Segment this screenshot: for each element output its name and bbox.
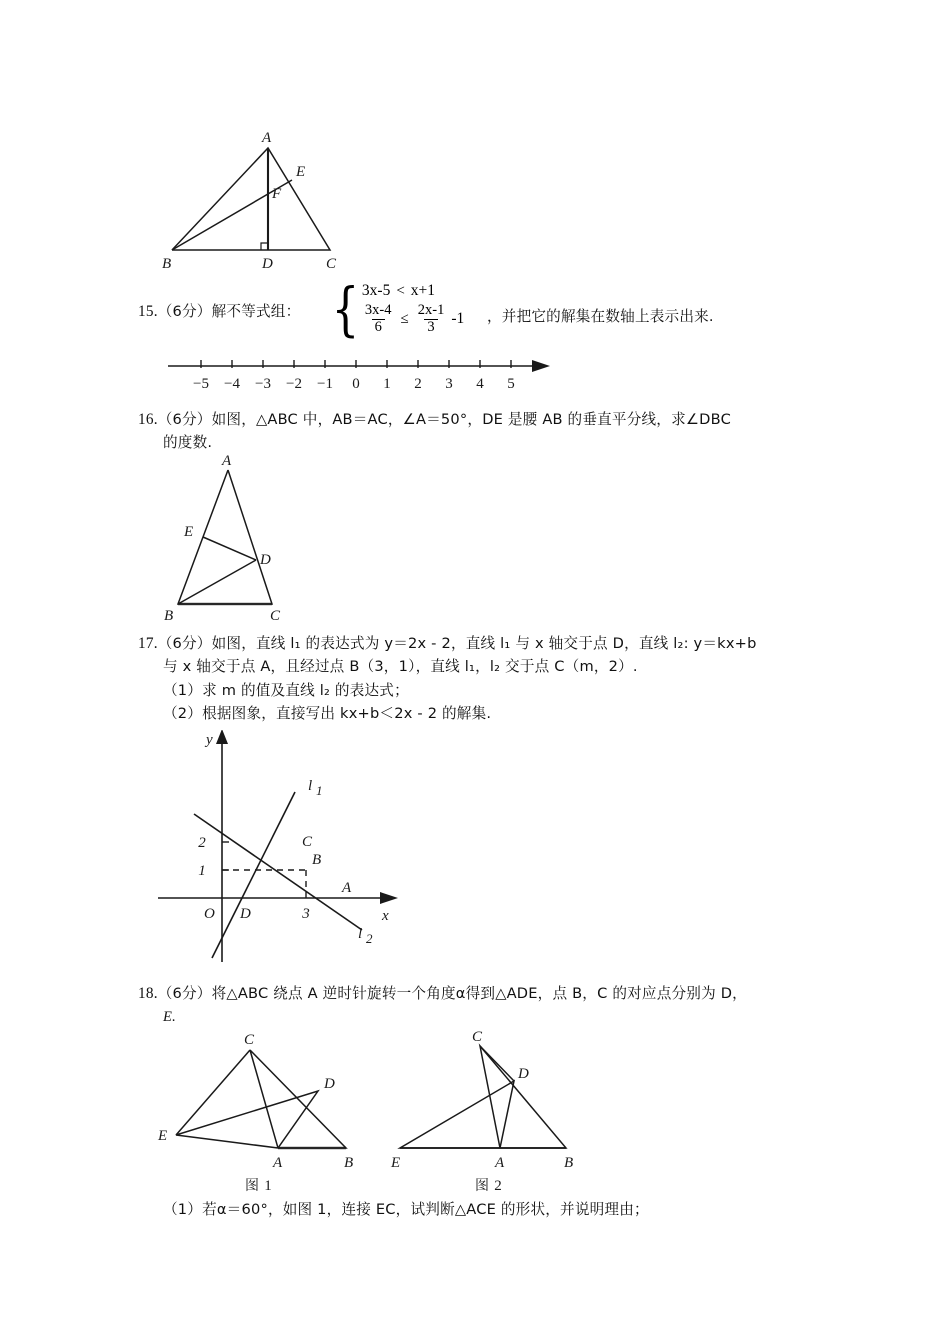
q18-statement: 将△ABC 绕点 A 逆时针旋转一个角度α得到△ADE，点 B，C 的对应点分别为 D， xyxy=(211,985,747,1002)
label-b: B xyxy=(344,1155,354,1171)
q18-line-2: E. xyxy=(163,1009,176,1025)
fraction-right-denominator: 3 xyxy=(424,319,437,336)
label-d: D xyxy=(324,1076,335,1092)
row1-right: x+1 xyxy=(410,282,436,299)
y-tick-label-2: 2 xyxy=(198,835,206,851)
figure-2-caption-number: 2 xyxy=(494,1178,502,1194)
label-f: F xyxy=(272,186,282,202)
tick-label-4: −1 xyxy=(317,376,333,392)
label-e: E xyxy=(184,524,194,540)
row2-tail: -1 xyxy=(451,310,465,328)
point-label-a: A xyxy=(342,880,352,896)
q16-line-2: 的度数. xyxy=(163,434,213,451)
y-axis-arrow-icon xyxy=(216,730,228,744)
inequality-row-2 xyxy=(362,303,464,335)
x-axis-arrow-icon xyxy=(380,892,398,904)
label-e: E xyxy=(158,1128,168,1144)
figure-1-caption-zh: 图 xyxy=(245,1178,259,1194)
figure-q17-graph xyxy=(150,730,410,967)
tick-label-2: −3 xyxy=(255,376,271,392)
row1-left: 3x-5 xyxy=(361,282,391,299)
label-a: A xyxy=(273,1155,283,1171)
tick-label-7: 2 xyxy=(414,376,422,392)
rotation-figure-1-svg xyxy=(150,1028,380,1198)
q15-number-line xyxy=(160,352,560,399)
label-d: D xyxy=(260,552,271,568)
label-c: C xyxy=(326,256,337,272)
q15-marks: （6分） xyxy=(157,303,212,320)
q18-line-1: 18.（6分）将△ABC 绕点 A 逆时针旋转一个角度α得到△ADE，点 B，C 的对应点分别为 D， xyxy=(138,985,747,1002)
q15-lead-text: 解不等式组： xyxy=(211,303,301,320)
figure-triangle-altitude xyxy=(150,128,370,278)
fraction-right xyxy=(415,303,448,335)
label-x-axis: x xyxy=(382,908,389,924)
row1-relation: < xyxy=(396,282,405,299)
point-label-b: B xyxy=(312,852,322,868)
q18-subquestion-1: （1）若α＝60°，如图 1，连接 EC，试判断△ACE 的形状，并说明理由； xyxy=(163,1201,649,1218)
figure-q18-fig1 xyxy=(150,1028,380,1203)
q15-number: 15 xyxy=(138,303,154,320)
tick-label-0: −5 xyxy=(193,376,209,392)
triangle-ade-outline xyxy=(176,1091,318,1148)
figure-1-caption-number: 1 xyxy=(264,1178,272,1194)
line-l2 xyxy=(194,814,362,930)
label-y-axis: y xyxy=(206,732,213,748)
segment-ed xyxy=(203,537,256,560)
tick-label-6: 1 xyxy=(383,376,391,392)
tick-label-9: 4 xyxy=(476,376,484,392)
rotation-figure-2-svg xyxy=(390,1028,610,1198)
label-a: A xyxy=(495,1155,505,1171)
system-brace: { xyxy=(331,274,360,343)
triangle-ade-outline xyxy=(400,1081,514,1148)
q17-subquestion-1: （1）求 m 的值及直线 l₂ 的表达式； xyxy=(163,682,409,699)
fraction-left-denominator: 6 xyxy=(372,319,385,336)
label-c: C xyxy=(472,1029,483,1045)
label-origin: O xyxy=(204,906,215,922)
q17-number: 17 xyxy=(138,635,154,652)
triangle-abc-outline xyxy=(480,1046,566,1148)
tick-label-10: 5 xyxy=(507,376,515,392)
system-rows xyxy=(362,282,464,335)
triangle-abc-outline xyxy=(172,148,330,250)
q17-line-1: 17.（6分）如图，直线 l₁ 的表达式为 y＝2x - 2，直线 l₁ 与 x 轴交于点 D，直线 l₂: y＝kx+b xyxy=(138,635,757,652)
label-c: C xyxy=(270,608,281,624)
triangle-altitude-svg xyxy=(150,128,370,273)
q16-number: 16 xyxy=(138,411,154,428)
label-b: B xyxy=(164,608,174,624)
label-a: A xyxy=(262,130,272,146)
number-line-tick-labels xyxy=(193,376,515,392)
point-label-d: D xyxy=(240,906,251,922)
x-tick-label-3: 3 xyxy=(302,906,310,922)
q18-marks: （6分） xyxy=(157,985,212,1002)
q17-statement-1: 如图，直线 l₁ 的表达式为 y＝2x - 2，直线 l₁ 与 x 轴交于点 D，直线 l₂: y＝kx+b xyxy=(211,635,757,652)
q15-lead-line: 15.（6分）解不等式组： xyxy=(138,303,301,320)
q18-number: 18 xyxy=(138,985,154,1002)
tick-label-1: −4 xyxy=(224,376,240,392)
fraction-left xyxy=(362,303,395,335)
q16-line-1: 16.（6分）如图，△ABC 中，AB＝AC，∠A＝50°，DE 是腰 AB 的垂直平分线，求∠DBC xyxy=(138,411,731,428)
figure-2-caption-zh: 图 xyxy=(475,1178,489,1194)
q17-subquestion-2: （2）根据图象，直接写出 kx+b＜2x - 2 的解集. xyxy=(163,705,492,722)
fraction-right-numerator: 2x-1 xyxy=(417,302,445,318)
label-b: B xyxy=(162,256,172,272)
q15-trailer: ，并把它的解集在数轴上表示出来. xyxy=(487,308,714,325)
label-e: E xyxy=(296,164,306,180)
isosceles-triangle-svg xyxy=(160,452,340,624)
y-tick-label-1: 1 xyxy=(198,863,206,879)
label-c: C xyxy=(244,1032,255,1048)
segment-bd xyxy=(178,560,256,604)
row2-relation: ≤ xyxy=(400,310,409,327)
q15-inequality-system xyxy=(327,274,465,343)
arrow-head-icon xyxy=(532,360,550,372)
label-d: D xyxy=(262,256,273,272)
figure-q16-isosceles xyxy=(160,452,340,629)
tick-label-3: −2 xyxy=(286,376,302,392)
segment-ec xyxy=(176,1050,250,1135)
q16-statement: 如图，△ABC 中，AB＝AC，∠A＝50°，DE 是腰 AB 的垂直平分线，求∠DBC xyxy=(211,411,731,428)
line-label-l2-subscript: 2 xyxy=(366,931,373,946)
coordinate-graph-svg xyxy=(150,730,410,962)
label-b: B xyxy=(564,1155,574,1171)
label-e: E xyxy=(391,1155,401,1171)
q17-line-2: 与 x 轴交于点 A，且经过点 B（3，1），直线 l₁，l₂ 交于点 C（m，2）. xyxy=(163,658,638,675)
point-label-c: C xyxy=(302,834,313,850)
q17-marks: （6分） xyxy=(157,635,212,652)
figure-q18-fig2 xyxy=(390,1028,610,1203)
line-label-l1-subscript: 1 xyxy=(316,783,323,798)
fraction-left-numerator: 3x-4 xyxy=(364,302,392,318)
label-d: D xyxy=(518,1066,529,1082)
label-a: A xyxy=(222,453,232,469)
tick-label-5: 0 xyxy=(352,376,360,392)
inequality-row-1 xyxy=(362,282,464,300)
line-label-l1: l xyxy=(308,778,313,794)
number-line-svg xyxy=(160,352,560,394)
triangle-abc-outline xyxy=(250,1050,346,1148)
q16-marks: （6分） xyxy=(157,411,212,428)
tick-label-8: 3 xyxy=(445,376,453,392)
line-label-l2: l xyxy=(358,926,363,942)
